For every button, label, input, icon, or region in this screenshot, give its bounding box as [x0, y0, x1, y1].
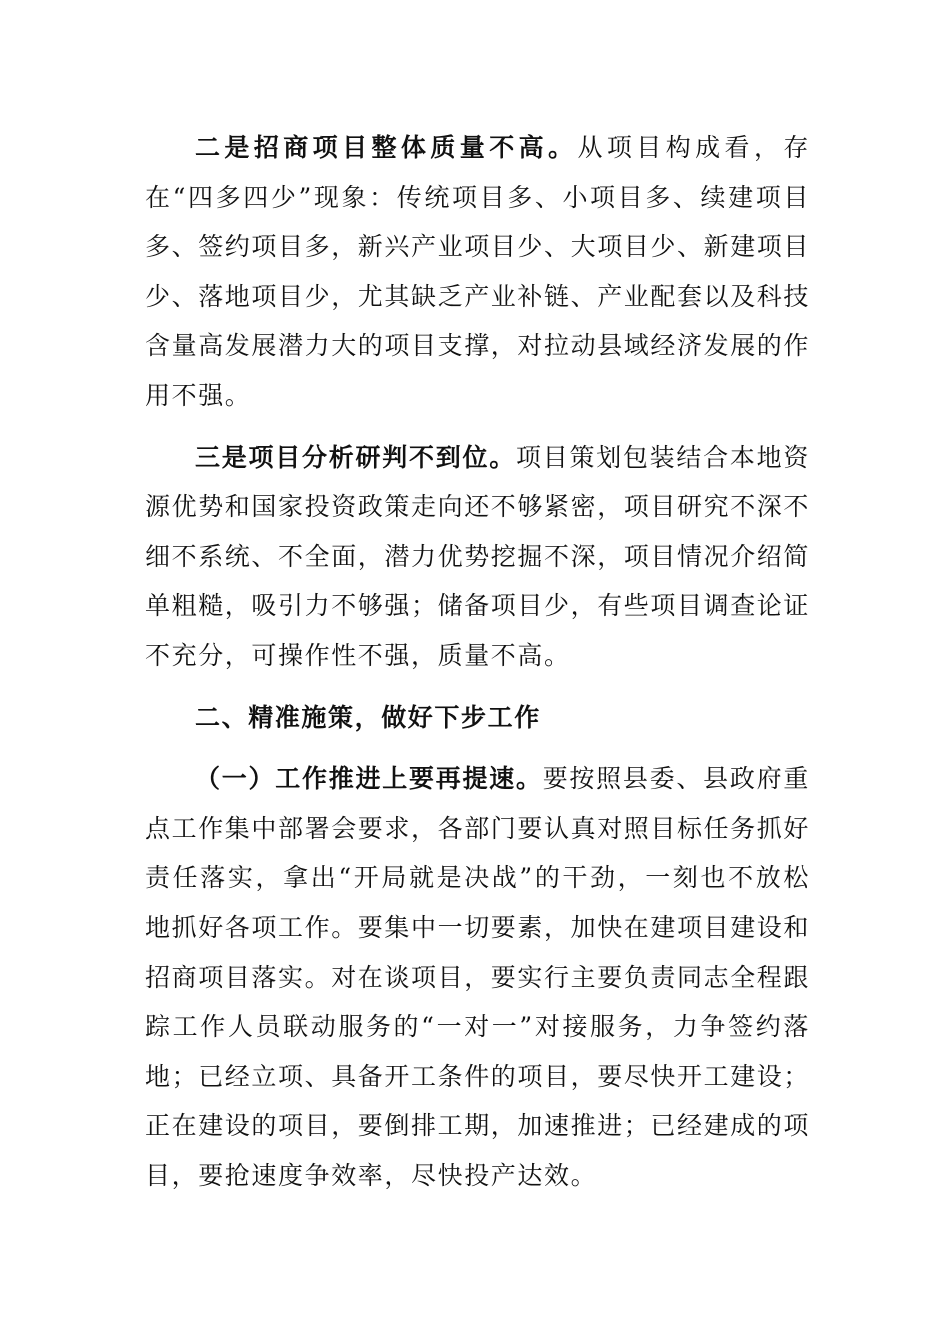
paragraph-body: 要按照县委、县政府重点工作集中部署会要求，各部门要认真对照目标任务抓好责任落实，拿出“开局就是决战”的干劲，一刻也不放松地抓好各项工作。要集中一切要素，加快在建项目建设和招商项目落实。对在谈项目，要实行主要负责同志全程跟踪工作人员联动服务的“一对一”对接服务，力争签约落地；已经立项、具备开工条件的项目，要尽快开工建设；正在建设的项目，要倒排工期，加速推进；已经建成的项目，要抢速度争效率，尽快投产达效。 [145, 764, 811, 1190]
paragraph-lead: （一）工作推进上要再提速。 [195, 764, 543, 794]
document-page [145, 123, 810, 1200]
paragraph-body: 项目策划包装结合本地资源优势和国家投资政策走向还不够紧密，项目研究不深不细不系统、不全面，潜力优势挖掘不深，项目情况介绍简单粗糙，吸引力不够强；储备项目少，有些项目调查论证不充分，可操作性不强，质量不高。 [145, 442, 811, 670]
paragraph-lead: 二是招商项目整体质量不高。 [195, 133, 578, 162]
paragraph-project-quality [145, 123, 810, 421]
paragraph-body: 从项目构成看，存在“四多四少”现象：传统项目多、小项目多、续建项目多、签约项目多，新兴产业项目少、大项目少、新建项目少、落地项目少，尤其缺乏产业补链、产业配套以及科技含量高发展潜力大的项目支撑，对拉动县域经济发展的作用不强。 [145, 133, 811, 410]
section-heading: 二、精准施策，做好下步工作 [195, 702, 541, 732]
paragraph-project-analysis [145, 433, 810, 681]
paragraph-lead: 三是项目分析研判不到位。 [195, 442, 516, 472]
paragraph-work-progress [145, 754, 810, 1200]
